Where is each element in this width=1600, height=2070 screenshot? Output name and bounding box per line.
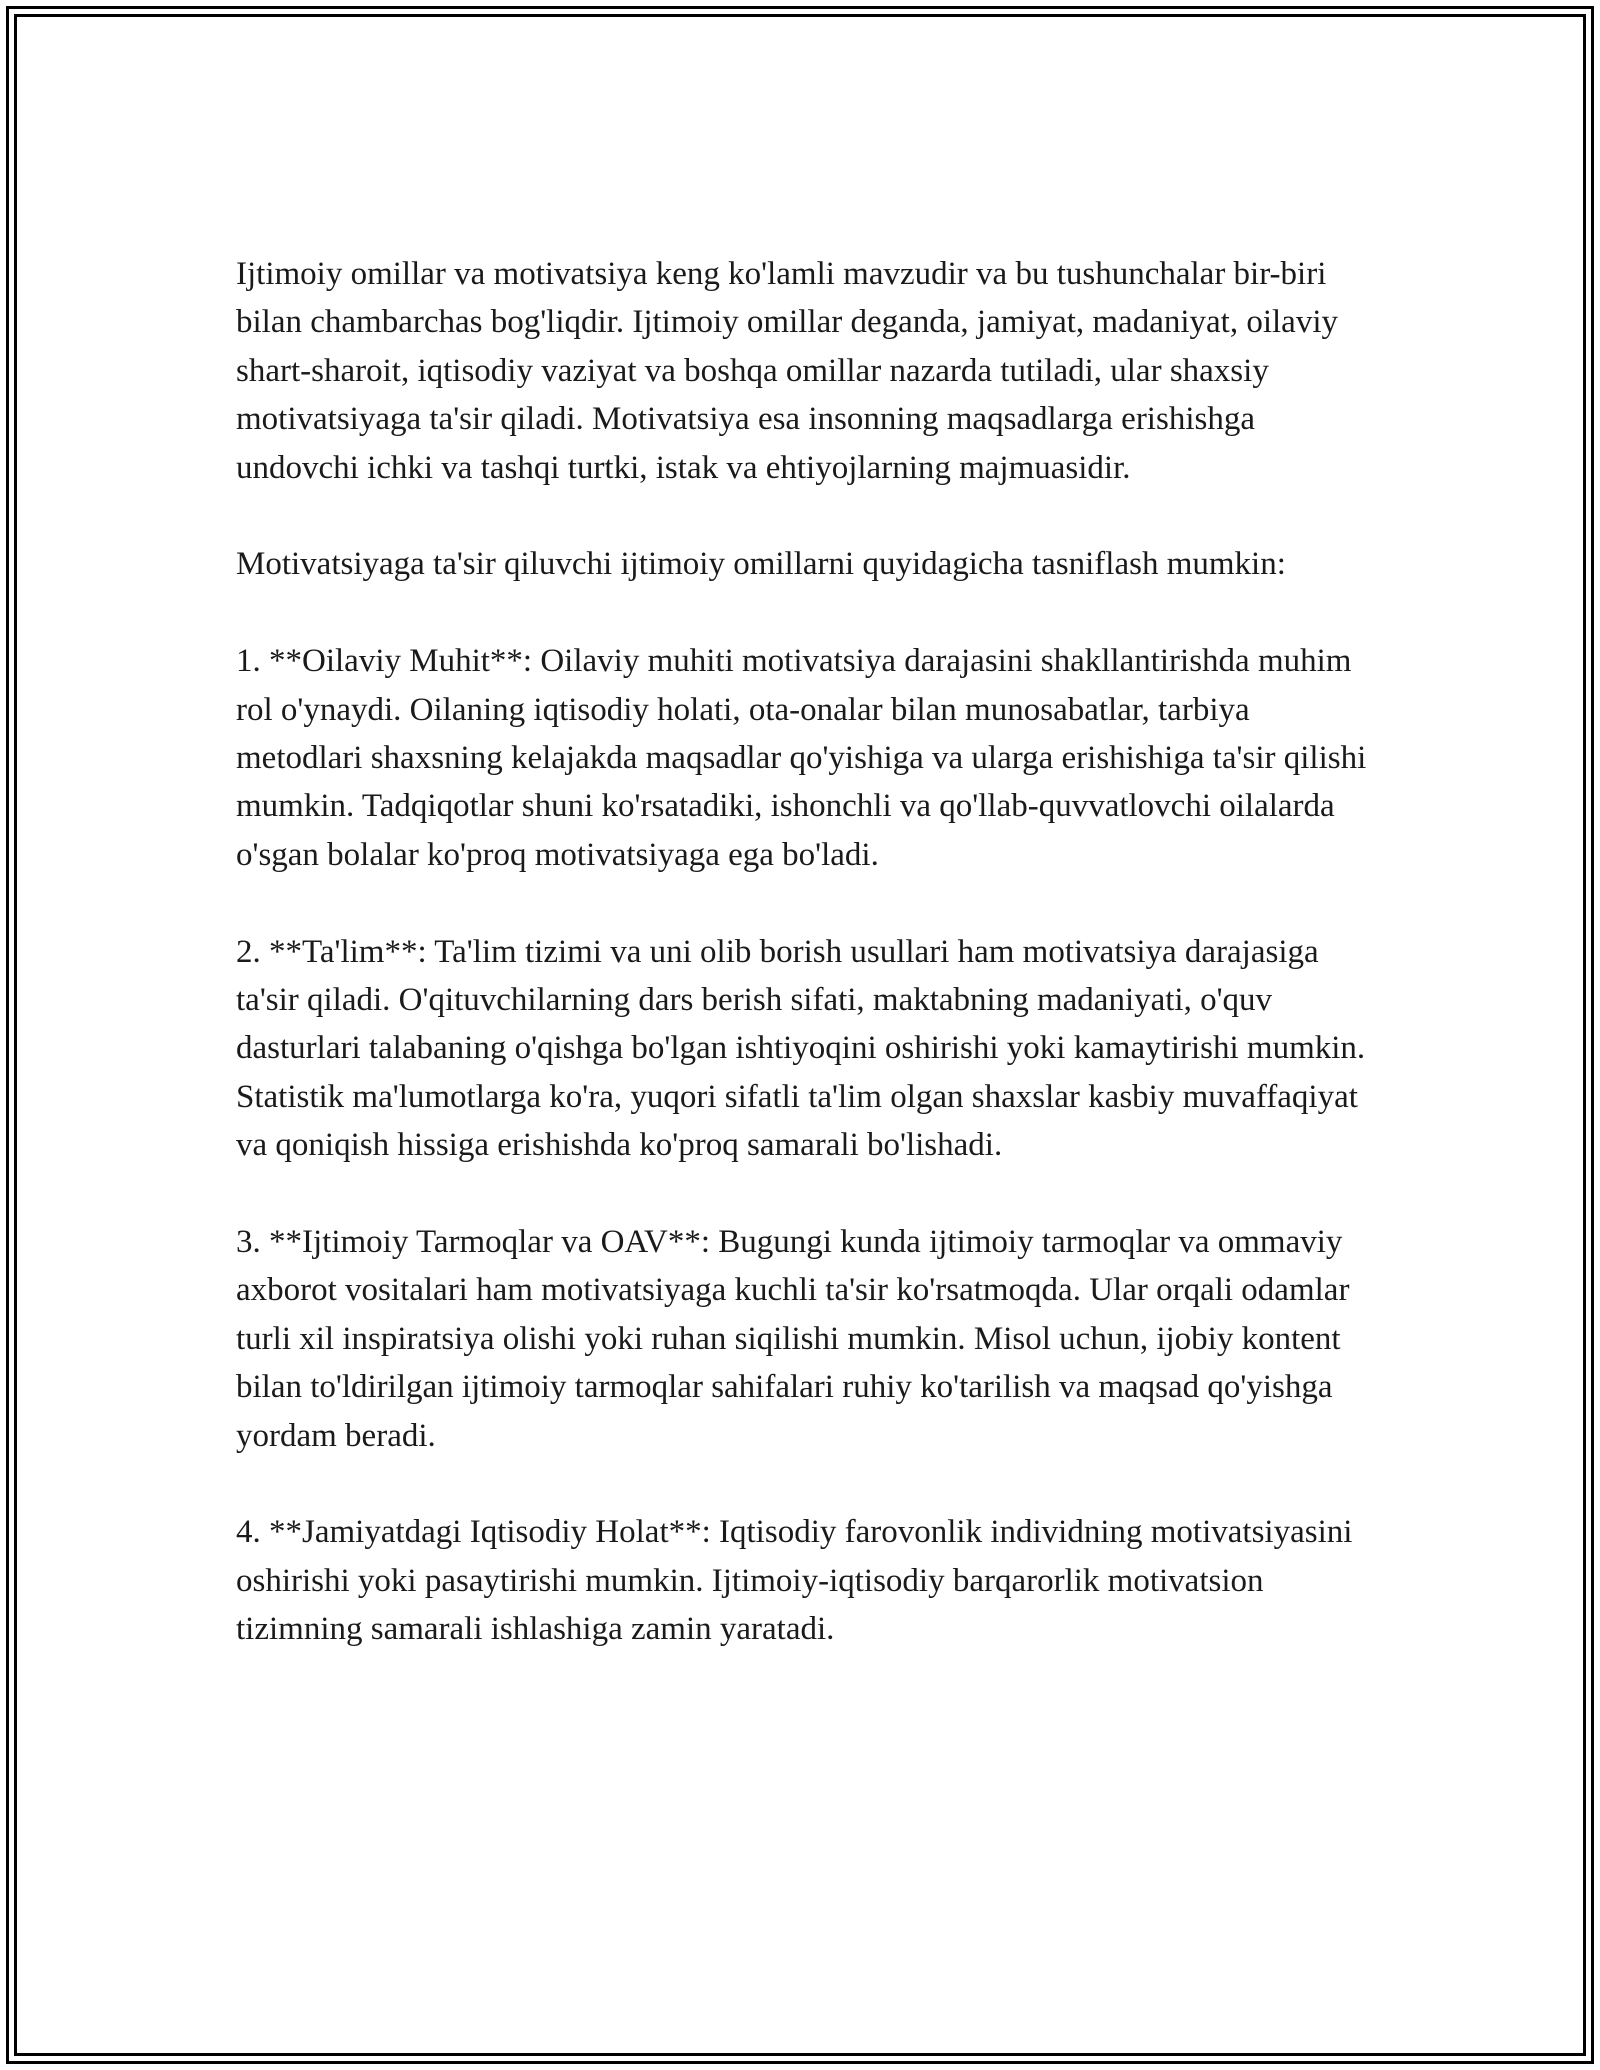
list-item-social-networks-media: 3. **Ijtimoiy Tarmoqlar va OAV**: Bugungi kunda ijtimoiy tarmoqlar va ommaviy axborot vositalari ham motivatsiyaga kuchli ta'sir ko'rsatmoqda. Ular orqali odamlar turli xil inspiratsiya olishi yoki ruhan siqilishi mumkin. Misol uchun, ijobiy kontent bilan to'ldirilgan ijtimoiy tarmoqlar sahifalari ruhiy ko'tarilish va maqsad qo'yishga yordam beradi. — [236, 1224, 1350, 1454]
document-body — [236, 250, 1376, 1654]
list-item-education: 2. **Ta'lim**: Ta'lim tizimi va uni olib borish usullari ham motivatsiya darajasiga ta'sir qiladi. O'qituvchilarning dars berish sifati, maktabning madaniyati, o'quv dasturlari talabaning o'qishga bo'lgan ishtiyoqini oshirishi yoki kamaytirishi mumkin. Statistik ma'lumotlarga ko'ra, yuqori sifatli ta'lim olgan shaxslar kasbiy muvaffaqiyat va qoniqish hissiga erishishda ko'proq samarali bo'lishadi. — [236, 933, 1366, 1164]
intro-paragraph: Ijtimoiy omillar va motivatsiya keng ko'lamli mavzudir va bu tushunchalar bir-biri bilan chambarchas bog'liqdir. Ijtimoiy omillar deganda, jamiyat, madaniyat, oilaviy shart-sharoit, iqtisodiy vaziyat va boshqa omillar nazarda tutiladi, ular shaxsiy motivatsiyaga ta'sir qiladi. Motivatsiya esa insonning maqsadlarga erishishga undovchi ichki va tashqi turtki, istak va ehtiyojlarning majmuasidir. — [236, 256, 1338, 486]
list-item-economic-situation: 4. **Jamiyatdagi Iqtisodiy Holat**: Iqtisodiy farovonlik individning motivatsiyasini oshirishi yoki pasaytirishi mumkin. Ijtimoiy-iqtisodiy barqarorlik motivatsion tizimning samarali ishlashiga zamin yaratadi. — [236, 1514, 1353, 1648]
list-item-family-environment: 1. **Oilaviy Muhit**: Oilaviy muhiti motivatsiya darajasini shakllantirishda muhim rol o'ynaydi. Oilaning iqtisodiy holati, ota-onalar bilan munosabatlar, tarbiya metodlari shaxsning kelajakda maqsadlar qo'yishiga va ularga erishishiga ta'sir qilishi mumkin. Tadqiqotlar shuni ko'rsatadiki, ishonchli va qo'llab-quvvatlovchi oilalarda o'sgan bolalar ko'proq motivatsiyaga ega bo'ladi. — [236, 643, 1367, 873]
classification-paragraph: Motivatsiyaga ta'sir qiluvchi ijtimoiy omillarni quyidagicha tasniflash mumkin: — [236, 546, 1286, 583]
